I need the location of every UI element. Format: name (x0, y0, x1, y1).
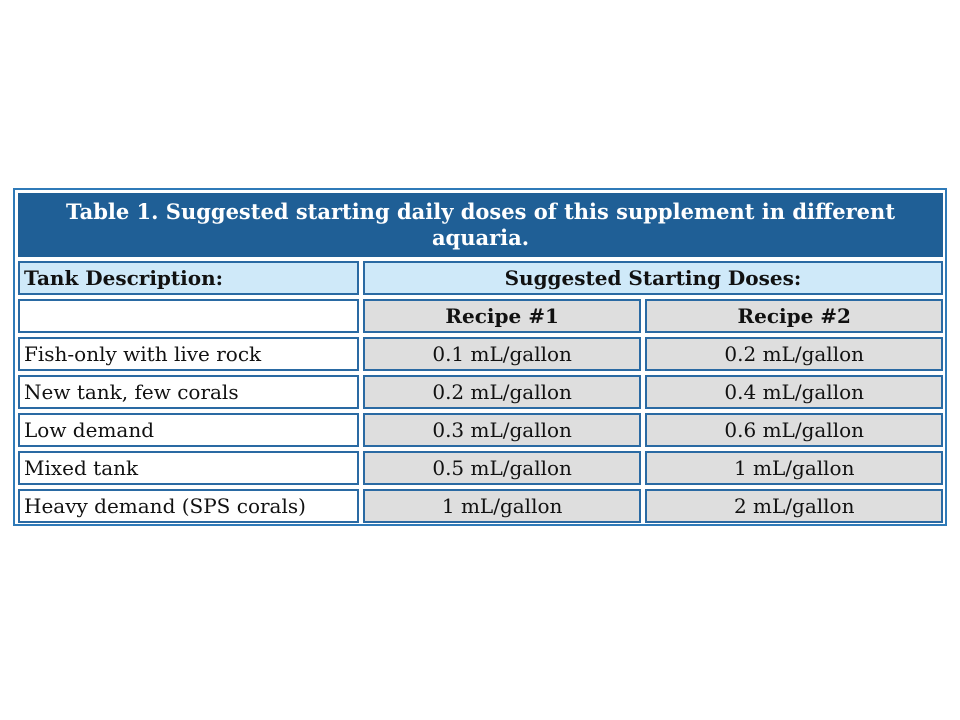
row-recipe-1-dose: 0.2 mL/gallon (363, 375, 642, 409)
table-row (18, 337, 943, 371)
table-row (18, 375, 943, 409)
table-row (18, 413, 943, 447)
row-recipe-1-dose: 0.1 mL/gallon (363, 337, 642, 371)
header-row (18, 261, 943, 295)
row-description: New tank, few corals (18, 375, 359, 409)
row-description: Fish-only with live rock (18, 337, 359, 371)
header-suggested-doses: Suggested Starting Doses: (363, 261, 943, 295)
row-recipe-1-dose: 0.5 mL/gallon (363, 451, 642, 485)
row-recipe-2-dose: 2 mL/gallon (645, 489, 943, 523)
header-tank-description: Tank Description: (18, 261, 359, 295)
row-recipe-2-dose: 0.2 mL/gallon (645, 337, 943, 371)
row-recipe-2-dose: 1 mL/gallon (645, 451, 943, 485)
dose-table-container (13, 188, 947, 526)
subheader-recipe-1: Recipe #1 (363, 299, 642, 333)
table-row (18, 451, 943, 485)
subheader-blank-cell (18, 299, 359, 333)
row-recipe-1-dose: 0.3 mL/gallon (363, 413, 642, 447)
row-description: Low demand (18, 413, 359, 447)
row-recipe-2-dose: 0.6 mL/gallon (645, 413, 943, 447)
caption-row (18, 193, 943, 257)
row-description: Mixed tank (18, 451, 359, 485)
subheader-recipe-2: Recipe #2 (645, 299, 943, 333)
subheader-row (18, 299, 943, 333)
table-row (18, 489, 943, 523)
table-caption: Table 1. Suggested starting daily doses of this supplement in different aquaria. (18, 193, 943, 257)
row-description: Heavy demand (SPS corals) (18, 489, 359, 523)
row-recipe-1-dose: 1 mL/gallon (363, 489, 642, 523)
row-recipe-2-dose: 0.4 mL/gallon (645, 375, 943, 409)
dose-table (14, 189, 947, 527)
